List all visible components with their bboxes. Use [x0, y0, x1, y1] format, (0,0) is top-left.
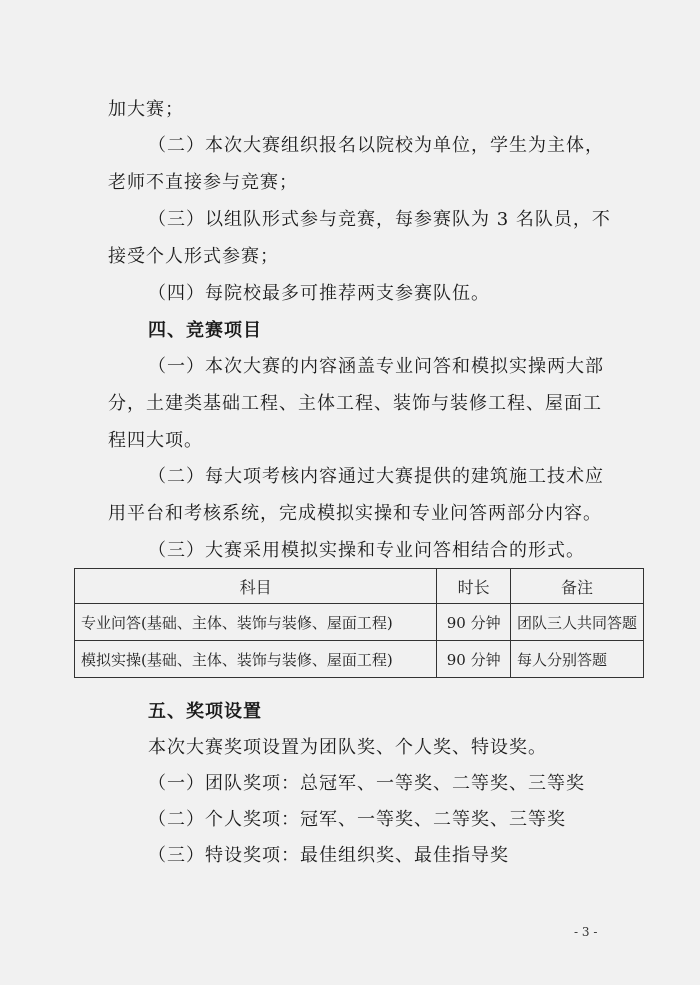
text-line: 加大赛；	[108, 99, 184, 120]
table-header-notes: 备注	[510, 569, 643, 604]
text-line: （三）以组队形式参与竞赛，每参赛队为 3 名队员，不	[148, 209, 611, 230]
text-line: （二）本次大赛组织报名以院校为单位，学生为主体，	[148, 135, 604, 156]
text-line: （四）每院校最多可推荐两支参赛队伍。	[148, 283, 490, 304]
text-line: 接受个人形式参赛；	[108, 246, 279, 267]
table-row	[75, 604, 644, 641]
table-header-subject: 科目	[75, 569, 437, 604]
table-cell-subject: 专业问答(基础、主体、装饰与装修、屋面工程)	[75, 604, 437, 641]
table-cell-notes: 每人分别答题	[510, 641, 643, 678]
table-cell-notes: 团队三人共同答题	[510, 604, 643, 641]
text-line: 用平台和考核系统，完成模拟实操和专业问答两部分内容。	[108, 503, 602, 524]
page-number: - 3 -	[574, 925, 598, 939]
text-line: （二）个人奖项：冠军、一等奖、二等奖、三等奖	[148, 809, 566, 830]
competition-schedule-table	[74, 568, 644, 678]
text-line: 本次大赛奖项设置为团队奖、个人奖、特设奖。	[148, 737, 547, 758]
table-header-row	[75, 569, 644, 604]
section-heading: 四、竞赛项目	[148, 320, 262, 341]
text-line: 老师不直接参与竞赛；	[108, 172, 298, 193]
text-line: （三）大赛采用模拟实操和专业问答相结合的形式。	[148, 540, 585, 561]
text-line: （二）每大项考核内容通过大赛提供的建筑施工技术应	[148, 466, 604, 487]
table-cell-duration: 90 分钟	[437, 641, 511, 678]
text-line: （一）团队奖项：总冠军、一等奖、二等奖、三等奖	[148, 773, 585, 794]
table-header-duration: 时长	[437, 569, 511, 604]
text-line: （一）本次大赛的内容涵盖专业问答和模拟实操两大部	[148, 356, 604, 377]
text-line: 程四大项。	[108, 430, 203, 451]
table-cell-duration: 90 分钟	[437, 604, 511, 641]
text-line: （三）特设奖项：最佳组织奖、最佳指导奖	[148, 845, 509, 866]
table-cell-subject: 模拟实操(基础、主体、装饰与装修、屋面工程)	[75, 641, 437, 678]
text-line: 分，土建类基础工程、主体工程、装饰与装修工程、屋面工	[108, 393, 602, 414]
section-heading: 五、奖项设置	[148, 701, 262, 722]
table-row	[75, 641, 644, 678]
